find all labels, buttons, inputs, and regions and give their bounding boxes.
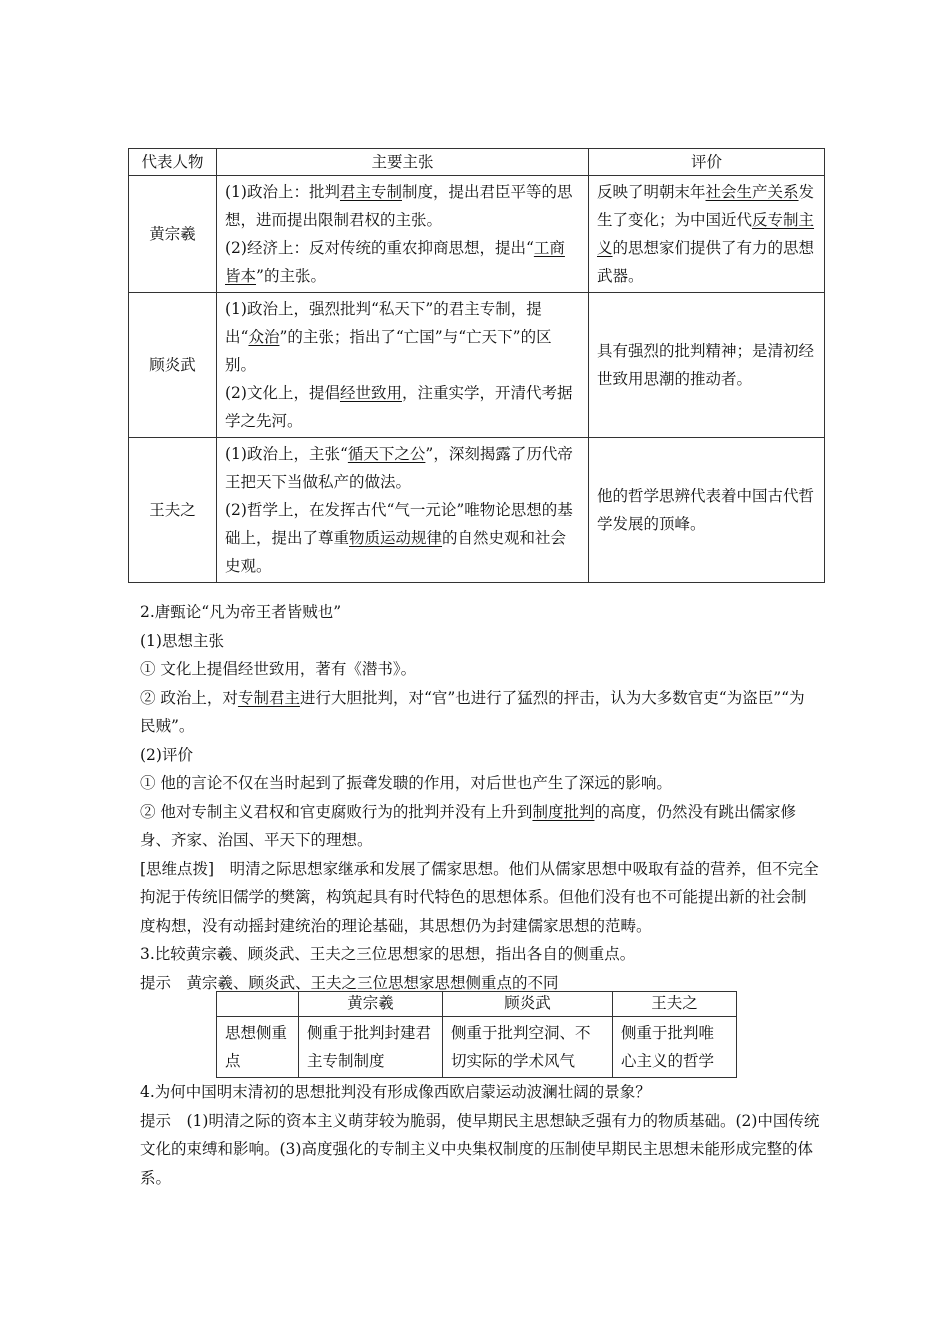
- evaluation-cell: 具有强烈的批判精神；是清初经世致用思潮的推动者。: [589, 293, 825, 438]
- section-4: [140, 1078, 820, 1192]
- thinker-name: 黄宗羲: [129, 176, 217, 293]
- key-term: 经世致用: [339, 384, 402, 402]
- key-term: 君主专制: [339, 183, 402, 201]
- section-2: [140, 598, 820, 997]
- comparison-cell: 侧重于批判封建君主专制制度: [299, 1017, 443, 1078]
- hint: 提示 (1)明清之际的资本主义萌芽较为脆弱，使早期民主思想缺乏强有力的物质基础。(2)中国传统文化的束缚和影响。(3)高度强化的专制主义中央集权制度的压制使早期民主思想未能形成完整的体系。: [140, 1111, 820, 1187]
- comparison-header: 王夫之: [613, 992, 737, 1017]
- header-representative: 代表人物: [129, 149, 217, 176]
- key-term: 工商皆本: [225, 239, 565, 285]
- key-term: 制度批判: [532, 802, 595, 821]
- key-term: 反专制主义: [597, 211, 815, 257]
- comparison-row-label: 思想侧重点: [217, 1017, 299, 1078]
- comparison-cell: 侧重于批判唯心主义的哲学: [613, 1017, 737, 1078]
- table-header-row: [129, 149, 825, 176]
- evaluation-cell: 反映了明朝末年社会生产关系发生了变化；为中国近代反专制主义的思想家们提供了有力的思想武器。: [589, 176, 825, 293]
- paragraph: ① 他的言论不仅在当时起到了振聋发聩的作用，对后世也产生了深远的影响。: [140, 774, 672, 792]
- table-row: [129, 438, 825, 583]
- section-title: 3.比较黄宗羲、顾炎武、王夫之三位思想家的思想，指出各自的侧重点。: [140, 945, 636, 963]
- comparison-header: 顾炎武: [443, 992, 613, 1017]
- claim-paragraph: (1)政治上，主张“循天下之公”，深刻揭露了历代帝王把天下当做私产的做法。: [225, 445, 573, 491]
- claims-cell: [217, 176, 589, 293]
- key-term: 专制君主: [237, 688, 300, 707]
- thinking-tip: [思维点拨] 明清之际思想家继承和发展了儒家思想。他们从儒家思想中吸取有益的营养，但不完全拘泥于传统旧儒学的樊篱，构筑起具有时代特色的思想体系。但他们没有也不可能提出新的社会制度构想，没有动摇封建统治的理论基础，其思想仍为封建儒家思想的范畴。: [140, 859, 819, 935]
- table-row: [129, 176, 825, 293]
- claim-paragraph: (2)经济上：反对传统的重农抑商思想，提出“工商皆本”的主张。: [225, 239, 565, 285]
- table-row: [129, 293, 825, 438]
- claims-cell: [217, 438, 589, 583]
- claim-paragraph: (2)文化上，提倡经世致用，注重实学，开清代考据学之先河。: [225, 384, 573, 430]
- paragraph: ② 政治上，对专制君主进行大胆批判，对“官”也进行了猛烈的抨击，认为大多数官吏“为盗臣”“为民贼”。: [140, 688, 805, 735]
- claim-paragraph: (2)哲学上，在发挥古代“气一元论”唯物论思想的基础上，提出了尊重物质运动规律的自然史观和社会史观。: [225, 501, 573, 575]
- key-term: 循天下之公: [347, 445, 426, 463]
- thinker-name: 顾炎武: [129, 293, 217, 438]
- section-title: 2.唐甄论“凡为帝王者皆贼也”: [140, 603, 342, 621]
- claims-cell: [217, 293, 589, 438]
- paragraph: ② 他对专制主义君权和官吏腐败行为的批判并没有上升到制度批判的高度，仍然没有跳出儒家修身、齐家、治国、平天下的理想。: [140, 802, 796, 849]
- comparison-header-row: [217, 992, 737, 1017]
- key-term: 众治: [248, 328, 280, 346]
- comparison-header: 黄宗羲: [299, 992, 443, 1017]
- claim-paragraph: (1)政治上，强烈批判“私天下”的君主专制，提出“众治”的主张；指出了“亡国”与“亡天下”的区别。: [225, 300, 552, 374]
- claim-paragraph: (1)政治上：批判君主专制制度，提出君臣平等的思想，进而提出限制君权的主张。: [225, 183, 573, 229]
- subheading: (2)评价: [140, 745, 193, 764]
- paragraph: ① 文化上提倡经世致用，著有《潜书》。: [140, 660, 417, 678]
- comparison-cell: 侧重于批判空洞、不切实际的学术风气: [443, 1017, 613, 1078]
- key-term: 社会生产关系: [705, 183, 799, 201]
- hint: 提示 黄宗羲、顾炎武、王夫之三位思想家思想侧重点的不同: [140, 973, 559, 992]
- comparison-row: [217, 1017, 737, 1078]
- header-main-claims: 主要主张: [217, 149, 589, 176]
- header-evaluation: 评价: [589, 149, 825, 176]
- thinkers-table: [128, 148, 825, 583]
- subheading: (1)思想主张: [140, 631, 224, 650]
- key-term: 物质运动规律: [349, 529, 443, 547]
- comparison-header-blank: [217, 992, 299, 1017]
- section-title: 4.为何中国明末清初的思想批判没有形成像西欧启蒙运动波澜壮阔的景象？: [140, 1083, 651, 1101]
- evaluation-cell: 他的哲学思辨代表着中国古代哲学发展的顶峰。: [589, 438, 825, 583]
- thinker-name: 王夫之: [129, 438, 217, 583]
- comparison-table: [216, 991, 737, 1078]
